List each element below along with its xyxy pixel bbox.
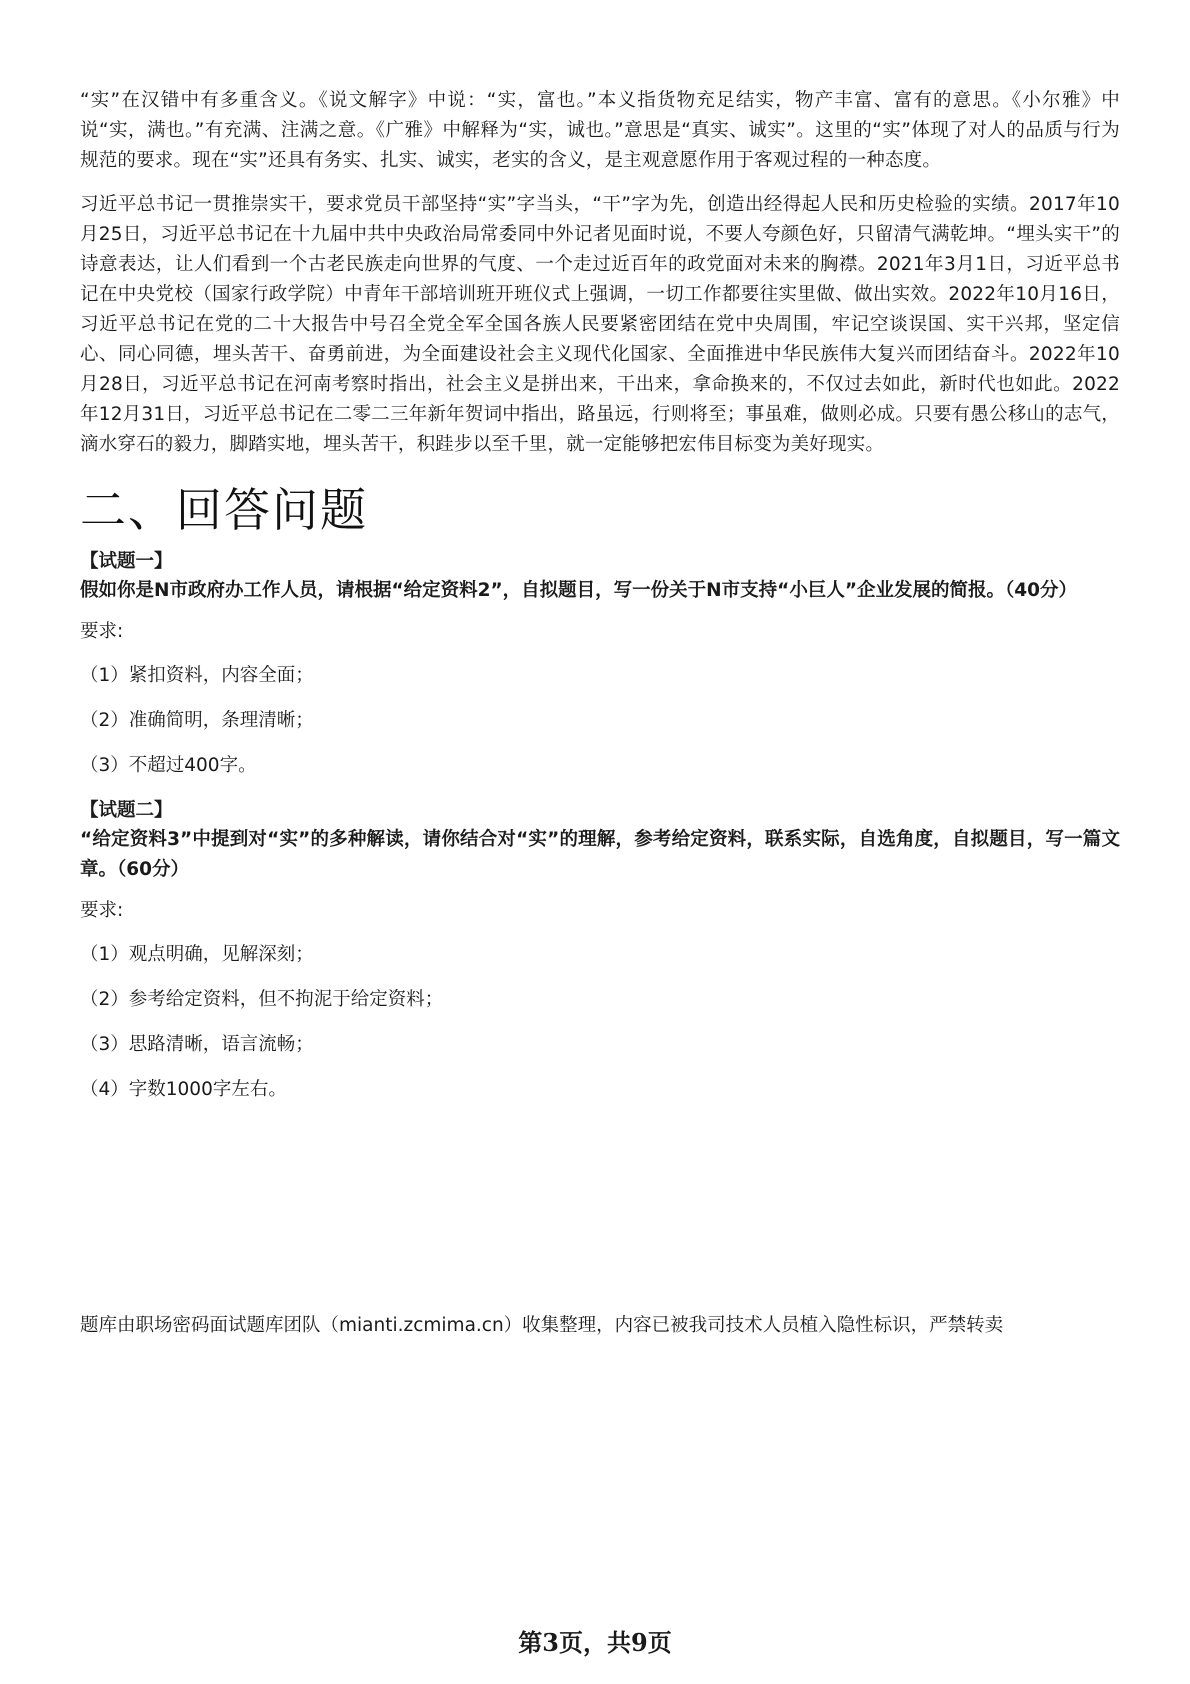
body-paragraph-shigan: 习近平总书记一贯推崇实干，要求党员干部坚持“实”字当头，“干”字为先，创造出经得起人民和历史检验的实绩。2017年10月25日，习近平总书记在十九届中共中央政治局常委同中外记者见面时说，不要人夸颜色好，只留清气满乾坤。“埋头实干”的诗意表达，让人们看到一个古老民族走向世界的气度、一个走过近百年的政党面对未来的胸襟。2021年3月1日，习近平总书记在中央党校（国家行政学院）中青年干部培训班开班仪式上强调，一切工作都要往实里做、做出实效。2022年10月16日，习近平总书记在党的二十大报告中号召全党全军全国各族人民要紧密团结在党中央周围，牢记空谈误国、实干兴邦，坚定信心、同心同德，埋头苦干、奋勇前进，为全面建设社会主义现代化国家、全面推进中华民族伟大复兴而团结奋斗。2022年10月28日，习近平总书记在河南考察时指出，社会主义是拼出来，干出来，拿命换来的，不仅过去如此，新时代也如此。2022年12月31日，习近平总书记在二零二三年新年贺词中指出，路虽远，行则将至；事虽难，做则必成。只要有愚公移山的志气，滴水穿石的毅力，脚踏实地，埋头苦干，积跬步以至千里，就一定能够把宏伟目标变为美好现实。 [80, 194, 1120, 455]
requirement-item: （4）字数1000字左右。 [80, 1079, 287, 1100]
question-1-heading: 【试题一】 [80, 551, 173, 572]
question-2-requirements [80, 941, 1120, 1104]
requirement-item: （1）观点明确，见解深刻； [80, 944, 314, 965]
question-2-requirements-label: 要求: [80, 900, 124, 921]
document-page [80, 82, 1120, 1121]
requirement-item: （1）紧扣资料，内容全面； [80, 665, 314, 686]
requirement-item: （2）准确简明，条理清晰； [80, 710, 314, 731]
requirement-item: （3）思路清晰，语言流畅； [80, 1034, 314, 1055]
footer-copyright-note: 题库由职场密码面试题库团队（mianti.zcmima.cn）收集整理，内容已被我司技术人员植入隐性标识，严禁转卖 [80, 1315, 1004, 1336]
question-2 [80, 797, 1120, 1104]
question-2-heading: 【试题二】 [80, 800, 173, 821]
section-title: 二、回答问题 [80, 483, 368, 537]
question-1 [80, 548, 1120, 780]
question-2-prompt: “给定资料3”中提到对“实”的多种解读，请你结合对“实”的理解，参考给定资料，联系实际，自选角度，自拟题目，写一篇文章。（60分） [80, 829, 1120, 880]
requirement-item: （3）不超过400字。 [80, 755, 257, 776]
question-1-prompt: 假如你是N市政府办工作人员，请根据“给定资料2”，自拟题目，写一份关于N市支持“小巨人”企业发展的简报。（40分） [80, 580, 1077, 601]
requirement-item: （2）参考给定资料，但不拘泥于给定资料； [80, 989, 444, 1010]
body-paragraph-shi-meaning: “实”在汉错中有多重含义。《说文解字》中说：“实，富也。”本义指货物充足结实，物产丰富、富有的意思。《小尔雅》中说“实，满也。”有充满、注满之意。《广雅》中解释为“实，诚也。”意思是“真实、诚实”。这里的“实”体现了对人的品质与行为规范的要求。现在“实”还具有务实、扎实、诚实，老实的含义，是主观意愿作用于客观过程的一种态度。 [80, 90, 1120, 171]
page-number: 第3页，共9页 [518, 1628, 672, 1657]
question-1-requirements-label: 要求: [80, 621, 124, 642]
question-1-requirements [80, 662, 1120, 780]
